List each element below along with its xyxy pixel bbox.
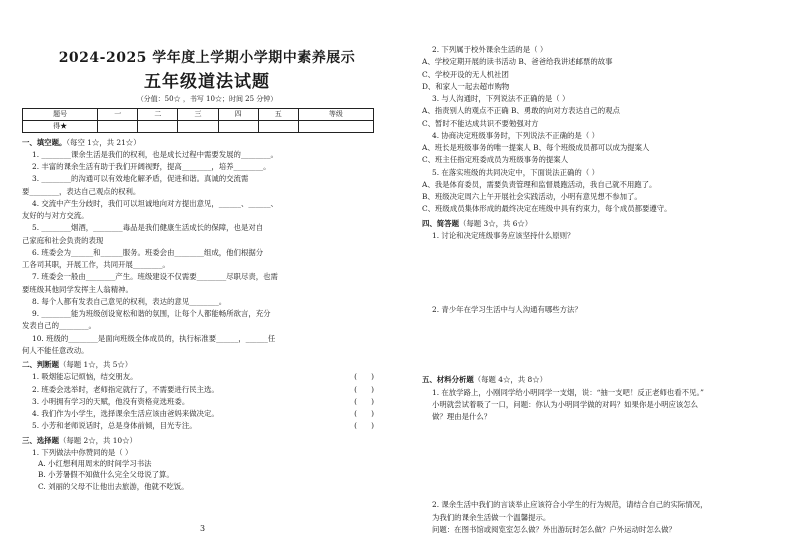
fill-question-cont: 要班级其他同学发挥主人翁精神。 — [22, 284, 133, 294]
left-column — [22, 0, 392, 491]
choice-option[interactable]: C、学校开设的无人机社团 — [422, 69, 509, 79]
answer-space[interactable] — [422, 240, 772, 302]
fill-question: 6. 班委会为______和______服务。班委会由________组成，他们根据分 — [32, 247, 264, 257]
fill-question-cont: 要________，表达自己观点的权利。 — [22, 186, 141, 196]
score-cell: 一 — [98, 108, 138, 120]
fill-question: 9. ________能为班级创设宽松和谐的氛围，让每个人都能畅所欲言，充分 — [32, 309, 271, 318]
fill-question: 1. ________课余生活是我们的权利，也是成长过程中需要发展的________。 — [32, 149, 278, 159]
section3-title: 三、选择题 — [22, 435, 59, 445]
choice-question-stem: 4. 协商决定班级事务时，下列说法不正确的是（ ） — [432, 130, 599, 140]
fill-question: 4. 交流中产生分歧时，我们可以坦诚地向对方提出意见，______、______、 — [32, 198, 278, 208]
choice-question-stem: 3. 与人沟通时，下列说法不正确的是（ ） — [432, 94, 570, 103]
right-column — [422, 42, 772, 534]
judge-question-text: 2. 班委会选举时，老师指定就行了，不需要进行民主选。 — [32, 384, 219, 394]
score-table — [22, 108, 374, 133]
score-cell: 四 — [218, 108, 258, 120]
choice-question-stem: 1. 下列做法中你赞同的是（ ） — [32, 447, 133, 457]
choice-option[interactable]: A、我是体育委员，需要负责管理和监督晨跑活动，我自己就不用跑了。 — [422, 179, 657, 189]
score-input-cell[interactable] — [178, 120, 218, 132]
choice-option[interactable]: C. 刘丽的父母不让他出去旅游，他就不吃饭。 — [38, 481, 189, 491]
fill-question-cont: 发表自己的________。 — [22, 321, 96, 331]
score-input-cell[interactable] — [258, 120, 298, 132]
short-answer-question: 2. 青少年在学习生活中与人沟通有哪些方法？ — [432, 305, 582, 314]
judge-question — [22, 372, 392, 381]
section2-title: 二、判断题 — [22, 360, 59, 369]
section4-title: 四、简答题 — [422, 218, 459, 228]
section2-meta: （每题 1☆，共 5☆） — [58, 360, 133, 369]
exam-header-title: 2024-2025 学年度上学期小学期中素养展示 — [58, 50, 356, 66]
score-cell: 题号 — [23, 108, 98, 120]
score-cell: 五 — [258, 108, 298, 120]
material-question-line: 做？理由是什么？ — [432, 412, 492, 421]
score-input-cell[interactable] — [218, 120, 258, 132]
score-table-score-row — [23, 120, 374, 132]
choice-option[interactable]: C、班级成员集体形成的最终决定在班级中具有约束力，每个成员都要遵守。 — [422, 204, 672, 214]
section4-heading — [422, 219, 772, 228]
section2-heading — [22, 360, 392, 369]
score-input-cell[interactable] — [298, 120, 373, 132]
choice-question-stem: 5. 在落实班级的共同决定中，下面说法正确的（ ） — [432, 167, 599, 177]
judge-question-text: 5. 小芳和老师说话时，总是身体前倾，目光专注。 — [32, 421, 197, 431]
section1-title: 一、填空题。 — [22, 137, 67, 147]
choice-option[interactable]: B、班级决定周六上午开展社会实践活动，小明有意见想不参加了。 — [422, 192, 642, 201]
score-input-cell[interactable] — [98, 120, 138, 132]
choice-option[interactable]: B. 小芳暑假不知做什么完全父母说了算。 — [38, 470, 174, 480]
choice-option[interactable]: A、班长是班级事务的唯一提案人 B、每个班级成员都可以成为提案人 — [422, 143, 650, 152]
fill-question-cont: 工各司其职，开展工作，共同开展________。 — [22, 260, 170, 269]
choice-option[interactable]: A、指责别人的观点不正确 B、勇敢的向对方表达自己的观点 — [422, 106, 620, 116]
material-question-line: 1. 在放学路上，小刚同学给小明同学一支烟，说：“抽一支吧！反正老师也看不见。” — [432, 387, 704, 397]
fill-question: 5. ________烟酒，________毒品是我们健康生活成长的保障，也是对自 — [32, 223, 264, 233]
choice-option[interactable]: A、学校定期开展的读书活动 B、爸爸给我讲述邮票的故事 — [422, 57, 613, 67]
judge-question — [22, 409, 392, 418]
choice-option[interactable]: D、和家人一起去超市购物 — [422, 81, 510, 91]
material-question-line: 2. 课余生活中我们的言谈举止应该符合小学生的行为规范，请结合自己的实际情况， — [432, 500, 708, 510]
fill-question: 3. ________的沟通可以有效地化解矛盾，促进和谐。真诚的交流需 — [32, 174, 249, 184]
section5-meta: （每题 4☆，共 8☆） — [473, 375, 547, 385]
choice-option[interactable]: C、暂时不能达成共识不要勉强对方 — [422, 118, 539, 128]
section3-meta: （每题 2☆，共 10☆） — [58, 435, 137, 445]
material-question-line: 小明就尝试着吸了一口，问题：你认为小明同学做的对吗？如果你是小明应该怎么 — [432, 399, 699, 409]
section1-heading — [22, 138, 392, 147]
answer-parentheses[interactable]: ( ) — [354, 421, 374, 431]
choice-question-stem: 2. 下列属于校外课余生活的是（ ） — [432, 45, 548, 54]
fill-question-cont: 友好的与对方交流。 — [22, 211, 89, 220]
answer-space[interactable] — [422, 314, 772, 370]
judge-question — [22, 385, 392, 394]
score-table-header-row — [23, 108, 374, 120]
material-question-line: 为我们的课余生活做一个温馨提示。 — [432, 512, 551, 522]
answer-parentheses[interactable]: ( ) — [354, 409, 374, 418]
exam-title: 五年级道法试题 — [144, 71, 270, 92]
section3-heading — [22, 436, 392, 445]
choice-option[interactable]: C、班主任指定班委成员为班级事务的提案人 — [422, 155, 569, 165]
judge-question — [22, 397, 392, 406]
material-question-line: 问题：在图书馆或阅览室怎么做？外出游玩时怎么做？户外运动时怎么做？ — [432, 524, 676, 534]
section1-meta: （每空 1☆，共 21☆） — [66, 137, 141, 147]
answer-space[interactable] — [422, 421, 772, 497]
section4-meta: （每题 3☆，共 6☆） — [458, 218, 533, 228]
section5-heading — [422, 375, 772, 384]
score-cell: 等级 — [298, 108, 373, 120]
choice-option[interactable]: A. 小红想利用周末的时间学习书法 — [38, 459, 152, 468]
fill-question: 8. 每个人都有发表自己意见的权利，表达的意见________。 — [32, 296, 227, 306]
fill-question: 10. 班级的________是面向班级全体成员的，执行标准要______，______任 — [32, 333, 276, 343]
judge-question — [22, 421, 392, 430]
fill-question-cont: 己家庭和社会负责的表现 — [22, 235, 104, 245]
score-input-cell[interactable] — [138, 120, 178, 132]
fill-question: 7. 班委会一般由________产生。班级建设不仅需要________尽职尽责，也需 — [32, 272, 278, 282]
short-answer-question: 1. 讨论和决定班级事务应该坚持什么原则？ — [432, 230, 575, 240]
judge-question-text: 4. 我们作为小学生，选择课余生活应该由爸妈来做决定。 — [32, 409, 219, 418]
fill-question-cont: 何人不能任意改动。 — [22, 345, 89, 355]
score-cell: 三 — [178, 108, 218, 120]
judge-question-text: 3. 小明拥有学习的天赋，他没有资格竞选班委。 — [32, 396, 190, 406]
answer-parentheses[interactable]: ( ) — [354, 372, 374, 382]
page-number: 3 — [200, 524, 206, 533]
answer-parentheses[interactable]: ( ) — [354, 396, 374, 406]
section5-title: 五、材料分析题 — [422, 375, 474, 385]
judge-question-text: 1. 吸烟能忘记烦恼，结交朋友。 — [32, 372, 138, 382]
answer-parentheses[interactable]: ( ) — [354, 384, 374, 394]
exam-info: （分值：50☆ ，书写 10☆；时间 25 分钟） — [136, 94, 278, 103]
fill-question: 2. 丰富的课余生活有助于我们开阔视野，提高________，培养________。 — [32, 162, 271, 171]
score-cell: 二 — [138, 108, 178, 120]
score-cell: 得★ — [23, 120, 98, 132]
